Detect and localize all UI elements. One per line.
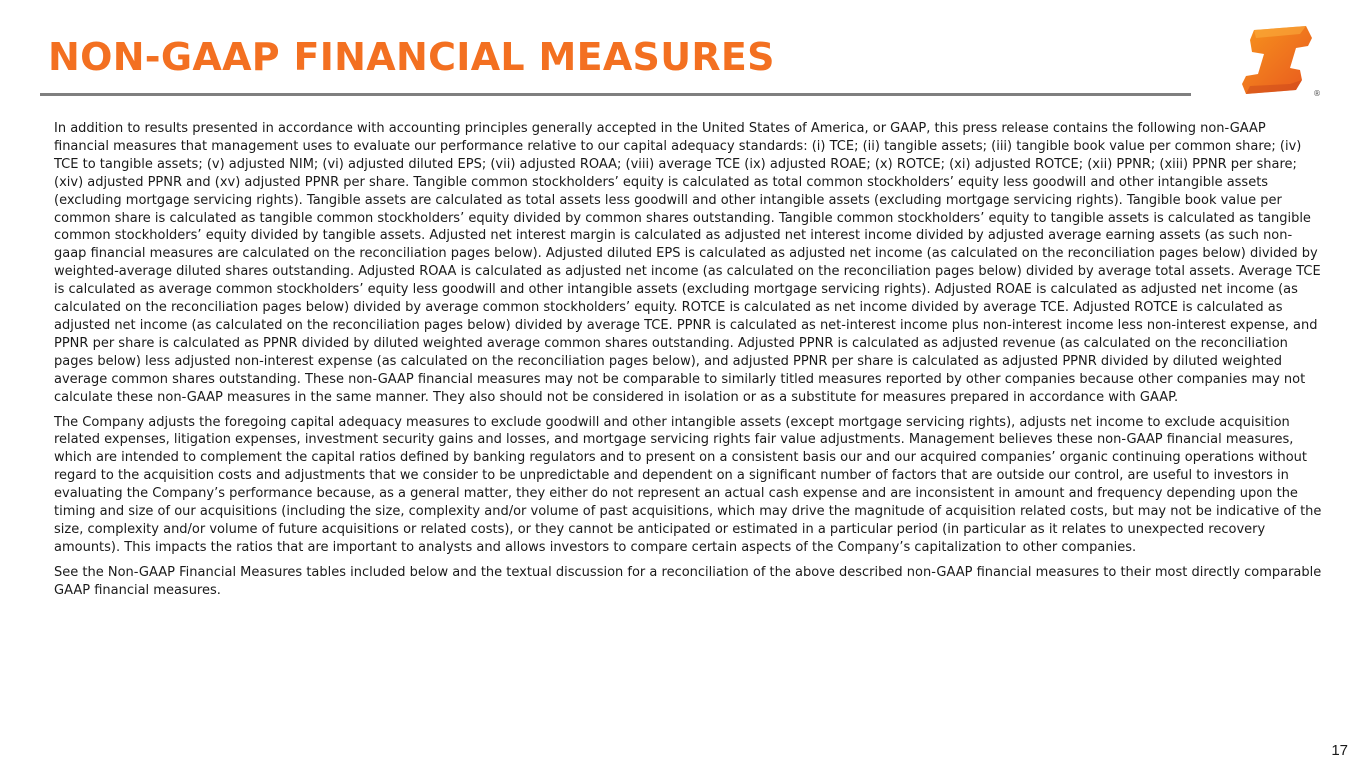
registered-mark: ® (1313, 89, 1321, 98)
paragraph-reconciliation: See the Non-GAAP Financial Measures tables included below and the textual discussion for a reconciliation of the above described non-GAAP financial measures to their most directly comparable GAAP financial measures. (54, 564, 1322, 598)
paragraph-adjustments: The Company adjusts the foregoing capital adequacy measures to exclude goodwill and other intangible assets (except mortgage servicing rights), adjusts net income to exclude acquisition related expenses, litigation expenses, investment security gains and losses, and mortgage servicing rights fair value adjustments. Management believes these non-GAAP financial measures, which are intended to complement the capital ratios defined by banking regulators and to present on a consistent basis our and our acquired companies’ organic continuing operations without regard to the acquisition costs and adjustments that we consider to be unpredictable and dependent on a significant number of factors that are outside our control, are useful to investors in evaluating the Company’s performance because, as a general matter, they either do not represent an actual cash expense and are inconsistent in amount and frequency depending upon the timing and size of our acquisitions (including the size, complexity and/or volume of past acquisitions, which may drive the magnitude of acquisition related costs, but may not be indicative of the size, complexity and/or volume of future acquisitions or related costs), or they cannot be anticipated or estimated in a particular period (in particular as it relates to unexpected recovery amounts). This impacts the ratios that are important to analysts and allows investors to compare certain aspects of the Company’s capitalization to other companies. (54, 414, 1322, 555)
body-text (54, 120, 1324, 607)
logo-shape (1242, 26, 1312, 94)
paragraph-definitions: In addition to results presented in accordance with accounting principles generally accepted in the United States of America, or GAAP, this press release contains the following non-GAAP financial measures that management uses to evaluate our performance relative to our capital adequacy standards: (i) TCE; (ii) tangible assets; (iii) tangible book value per common share; (iv) TCE to tangible assets; (v) adjusted NIM; (vi) adjusted diluted EPS; (vii) adjusted ROAA; (viii) average TCE (ix) adjusted ROAE; (x) ROTCE; (xi) adjusted ROTCE; (xii) PPNR; (xiii) PPNR per share; (xiv) adjusted PPNR and (xv) adjusted PPNR per share. Tangible common stockholders’ equity is calculated as total common stockholders’ equity less goodwill and other intangible assets (excluding mortgage servicing rights). Tangible assets are calculated as total assets less goodwill and other intangible assets (excluding mortgage servicing rights). Tangible book value per common share is calculated as tangible common stockholders’ equity divided by common shares outstanding. Tangible common stockholders’ equity to tangible assets is calculated as tangible common stockholders’ equity divided by tangible assets. Adjusted net interest margin is calculated as adjusted net interest income divided by adjusted average earning assets (as such non-gaap financial measures are calculated on the reconciliation pages below). Adjusted diluted EPS is calculated as adjusted net income (as calculated on the reconciliation pages below) divided by weighted-average diluted shares outstanding. Adjusted ROAA is calculated as adjusted net income (as calculated on the reconciliation pages below) divided by average total assets. Average TCE is calculated as average common stockholders’ equity less goodwill and other intangible assets (excluding mortgage servicing rights). Adjusted ROAE is calculated as adjusted net income (as calculated on the reconciliation pages below) divided by average common stockholders’ equity. ROTCE is calculated as net income divided by average TCE. Adjusted ROTCE is calculated as adjusted net income (as calculated on the reconciliation pages below) divided by average TCE. PPNR is calculated as net-interest income plus non-interest income less non-interest expense, and PPNR per share is calculated as PPNR divided by diluted weighted average common shares outstanding. Adjusted PPNR is calculated as adjusted revenue (as calculated on the reconciliation pages below) less adjusted non-interest expense (as calculated on the reconciliation pages below), and adjusted PPNR per share is calculated as adjusted PPNR divided by diluted weighted average common shares outstanding. These non-GAAP financial measures may not be comparable to similarly titled measures reported by other companies because other companies may not calculate these non-GAAP measures in the same manner. They also should not be considered in isolation or as a substitute for measures prepared in accordance with GAAP. (54, 121, 1321, 405)
title-divider (40, 93, 1191, 96)
company-logo-icon (1240, 24, 1322, 98)
page-number: 17 (1331, 742, 1348, 759)
slide-title: NON-GAAP FINANCIAL MEASURES (48, 35, 775, 79)
